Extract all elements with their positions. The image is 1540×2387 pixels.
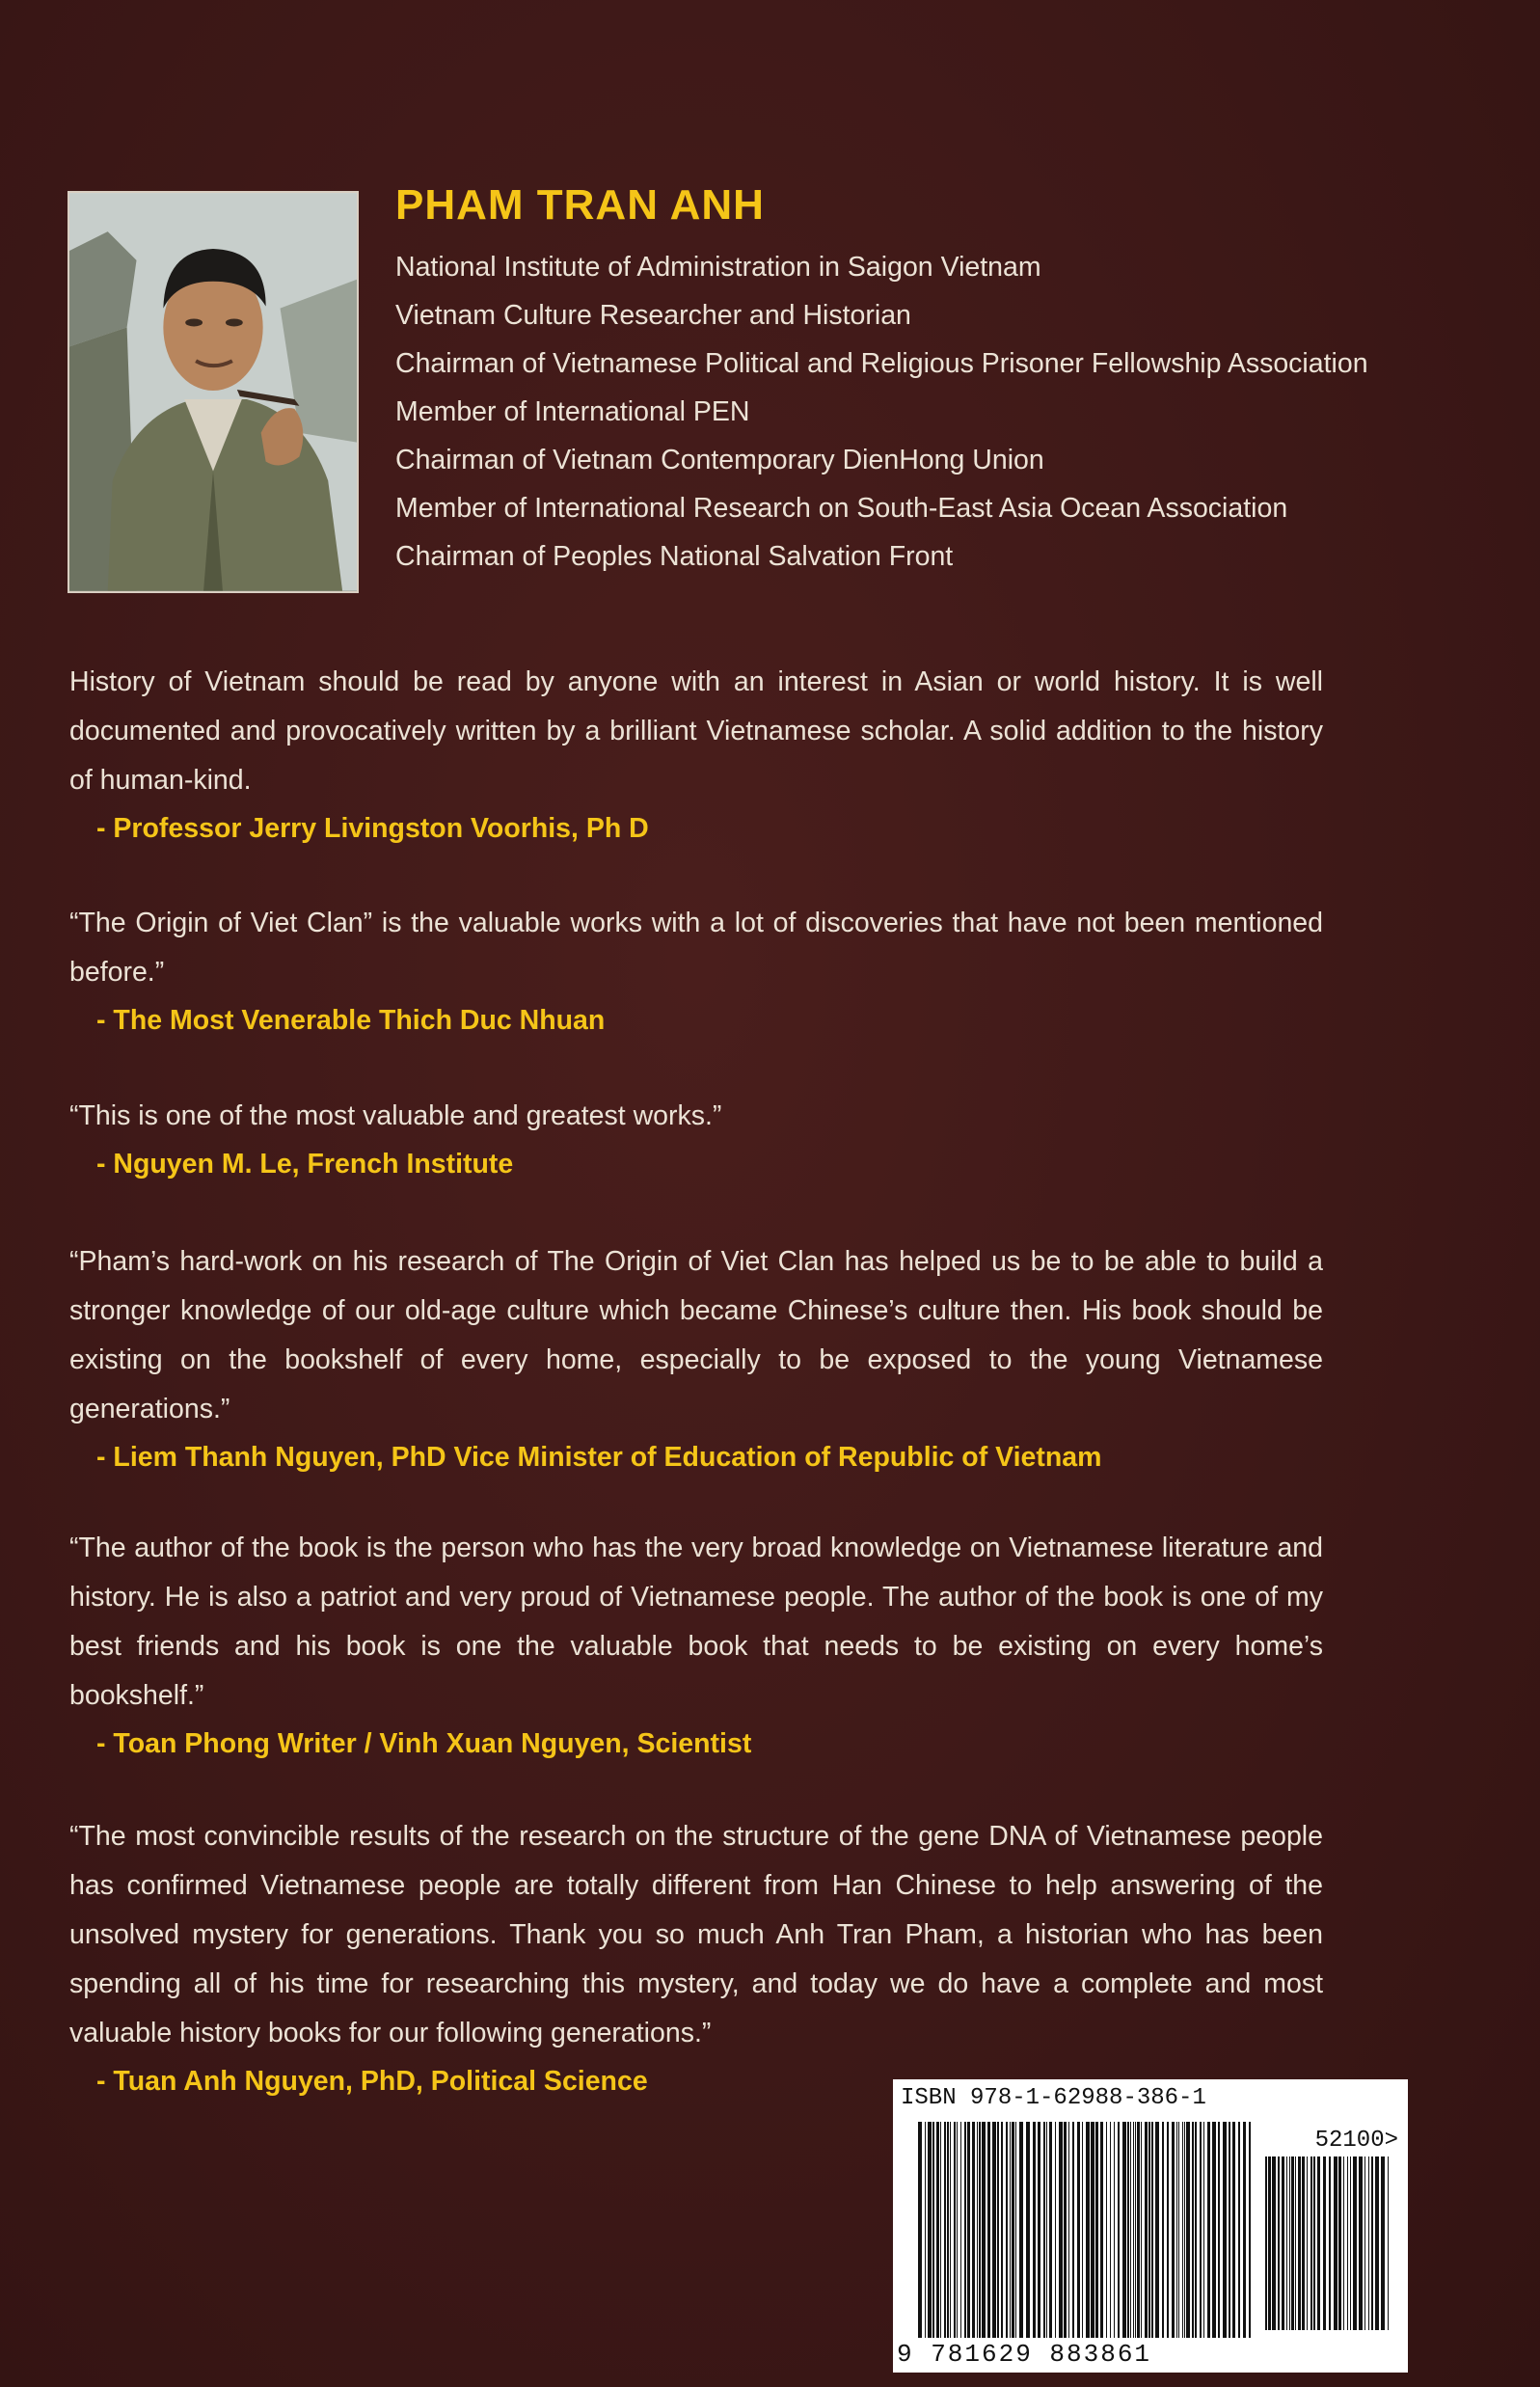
credential-line: National Institute of Administration in Saigon Vietnam <box>395 252 1041 283</box>
barcode-bar <box>1278 2156 1280 2330</box>
barcode-bar <box>1095 2122 1098 2338</box>
review-quote <box>69 1524 1323 1767</box>
barcode-bar <box>1302 2156 1305 2330</box>
barcode-bar <box>997 2122 999 2338</box>
barcode-bar <box>992 2122 996 2338</box>
barcode-bar <box>1195 2122 1197 2338</box>
barcode-bar <box>1334 2156 1337 2330</box>
barcode-bar <box>1368 2156 1369 2330</box>
barcode-bar <box>1137 2122 1140 2338</box>
barcode-bar <box>954 2122 956 2338</box>
author-info <box>395 181 1368 581</box>
barcode-bar <box>1298 2156 1301 2330</box>
credential-line: Chairman of Vietnam Contemporary DienHong Union <box>395 445 1044 475</box>
barcode-bar <box>977 2122 978 2338</box>
barcode-bar <box>950 2122 951 2338</box>
barcode-bar <box>1249 2122 1251 2338</box>
price-barcode-bars-icon <box>1263 2156 1391 2330</box>
barcode-bar <box>1243 2122 1246 2338</box>
barcode-bar <box>1192 2122 1194 2338</box>
quote-attribution: - Professor Jerry Livingston Voorhis, Ph D <box>96 813 649 844</box>
barcode-bar <box>1145 2122 1148 2338</box>
barcode-bar <box>1200 2122 1202 2338</box>
barcode-bar <box>1323 2156 1326 2330</box>
quote-attribution: - The Most Venerable Thich Duc Nhuan <box>96 1005 606 1036</box>
barcode-bar <box>1141 2122 1142 2338</box>
author-photo <box>68 191 359 593</box>
barcode-bar <box>1359 2156 1363 2330</box>
barcode-bar <box>1155 2122 1159 2338</box>
barcode-bar <box>1091 2122 1094 2338</box>
barcode-bar <box>957 2122 958 2338</box>
barcode-bar <box>944 2122 946 2338</box>
barcode-bar <box>1055 2122 1056 2338</box>
barcode-bar <box>928 2122 932 2338</box>
barcode-bar <box>1295 2156 1296 2330</box>
quote-attribution: - Tuan Anh Nguyen, PhD, Political Science <box>96 2066 648 2097</box>
barcode-bar <box>1371 2156 1373 2330</box>
barcode-bar <box>960 2122 961 2338</box>
barcode-bar <box>982 2122 986 2338</box>
barcode-bar <box>1286 2156 1287 2330</box>
barcode-bar <box>1151 2122 1153 2338</box>
barcode-bar <box>1010 2122 1011 2338</box>
barcode-bar <box>1015 2122 1016 2338</box>
quote-attribution: - Toan Phong Writer / Vinh Xuan Nguyen, Scientist <box>96 1728 752 1759</box>
review-quote <box>69 1092 1323 1187</box>
barcode-bar <box>1317 2156 1320 2330</box>
author-name: PHAM TRAN ANH <box>395 181 765 229</box>
review-quote <box>69 658 1323 852</box>
barcode-bar <box>1148 2122 1150 2338</box>
review-quote <box>69 1237 1323 1480</box>
barcode-bar <box>1135 2122 1136 2338</box>
barcode-bar <box>1203 2122 1204 2338</box>
barcode-bar <box>1364 2156 1365 2330</box>
barcode-bar <box>940 2122 941 2338</box>
barcode-bar <box>1059 2122 1063 2338</box>
barcode-bar <box>1114 2122 1115 2338</box>
quote-text: “The most convincible results of the research on the structure of the gene DNA of Vietnamese people has confirmed Vietnamese people are totally different from Han Chinese to help answering of the unsolved mystery for generations. Thank you so much Anh Tran Pham, a historian who has been spending all of his time for researching this mystery, and today we do have a complete and most valuable history books for our following generations.” <box>69 1821 1323 2048</box>
barcode-bar <box>936 2122 939 2338</box>
barcode-bar <box>1172 2122 1175 2338</box>
barcode-bar <box>972 2122 975 2338</box>
barcode-bar <box>1012 2122 1014 2338</box>
barcode-bar <box>1268 2156 1271 2330</box>
barcode-bar <box>1265 2156 1267 2330</box>
barcode-bar <box>1100 2122 1103 2338</box>
isbn-barcode <box>893 2079 1408 2373</box>
barcode-bar <box>1212 2122 1216 2338</box>
credential-line: Member of International PEN <box>395 396 750 427</box>
barcode-bar <box>1238 2122 1240 2338</box>
barcode-bar <box>1167 2122 1169 2338</box>
barcode-bar <box>1133 2122 1134 2338</box>
barcode-bar <box>1110 2122 1111 2338</box>
barcode-bars-icon <box>916 2122 1254 2338</box>
barcode-bar <box>1064 2122 1067 2338</box>
quote-text: “This is one of the most valuable and greatest works.” <box>69 1100 722 1131</box>
quote-text: “Pham’s hard-work on his research of The Origin of Viet Clan has helped us be to be able to build a stronger knowledge of our old-age culture which became Chinese’s culture then. His book should be existing on the bookshelf of every home, especially to be exposed to the young Vietnamese generations.” <box>69 1246 1323 1424</box>
barcode-bar <box>979 2122 981 2338</box>
barcode-bar <box>1223 2122 1227 2338</box>
barcode-bar <box>1026 2122 1030 2338</box>
barcode-bar <box>1049 2122 1052 2338</box>
barcode-bar <box>1068 2122 1069 2338</box>
barcode-bar <box>1162 2122 1164 2338</box>
barcode-bar <box>1006 2122 1008 2338</box>
barcode-bar <box>1218 2122 1220 2338</box>
barcode-bar <box>1186 2122 1190 2338</box>
barcode-bar <box>1313 2156 1315 2330</box>
barcode-bar <box>987 2122 990 2338</box>
review-quote <box>69 1812 1323 2104</box>
quote-text: History of Vietnam should be read by anyone with an interest in Asian or world history. It is well documented and provocatively written by a brilliant Vietnamese scholar. A solid addition to the history of human-kind. <box>69 666 1323 796</box>
barcode-bar <box>1043 2122 1045 2338</box>
barcode-bar <box>1329 2156 1331 2330</box>
barcode-bar <box>1077 2122 1080 2338</box>
barcode-bar <box>1082 2122 1083 2338</box>
barcode-bar <box>964 2122 966 2338</box>
credential-line: Chairman of Vietnamese Political and Religious Prisoner Fellowship Association <box>395 348 1368 379</box>
barcode-bar <box>1207 2122 1210 2338</box>
barcode-bar <box>1375 2156 1379 2330</box>
barcode-bar <box>947 2122 949 2338</box>
barcode-bar <box>1307 2156 1308 2330</box>
quote-text: “The author of the book is the person who has the very broad knowledge on Vietnamese literature and history. He is also a patriot and very proud of Vietnamese people. The author of the book is one of my best friends and his book is one the valuable book that needs to be existing on every home’s bookshelf.” <box>69 1533 1323 1711</box>
barcode-bar <box>918 2122 922 2338</box>
barcode-bar <box>1176 2122 1177 2338</box>
barcode-digits: 9 781629 883861 <box>897 2340 1152 2369</box>
barcode-bar <box>1353 2156 1357 2330</box>
barcode-bar <box>1122 2122 1126 2338</box>
barcode-bar <box>1019 2122 1023 2338</box>
barcode-bar <box>1289 2156 1290 2330</box>
quote-attribution: - Nguyen M. Le, French Institute <box>96 1149 514 1180</box>
quote-attribution: - Liem Thanh Nguyen, PhD Vice Minister of Education of Republic of Vietnam <box>96 1442 1102 1473</box>
barcode-bar <box>1086 2122 1090 2338</box>
barcode-bar <box>1033 2122 1036 2338</box>
barcode-bar <box>1127 2122 1129 2338</box>
barcode-bar <box>1118 2122 1120 2338</box>
barcode-bar <box>1182 2122 1183 2338</box>
barcode-bar <box>1282 2156 1284 2330</box>
price-code: 52100> <box>1314 2128 1398 2154</box>
barcode-bar <box>1310 2156 1312 2330</box>
barcode-bar <box>1291 2156 1294 2330</box>
barcode-bar <box>1184 2122 1185 2338</box>
quote-text: “The Origin of Viet Clan” is the valuable works with a lot of discoveries that have not been mentioned before.” <box>69 908 1323 988</box>
barcode-bar <box>1046 2122 1047 2338</box>
barcode-bar <box>1229 2122 1230 2338</box>
barcode-bar <box>1130 2122 1131 2338</box>
barcode-bar <box>1388 2156 1389 2330</box>
review-quote <box>69 899 1323 1044</box>
barcode-bar <box>1178 2122 1179 2338</box>
barcode-bar <box>1343 2156 1344 2330</box>
credential-line: Member of International Research on South-East Asia Ocean Association <box>395 493 1288 524</box>
barcode-bar <box>1232 2122 1235 2338</box>
barcode-bar <box>1272 2156 1276 2330</box>
barcode-bar <box>1338 2156 1341 2330</box>
barcode-bar <box>1106 2122 1107 2338</box>
barcode-bar <box>1347 2156 1348 2330</box>
barcode-bar <box>1001 2122 1003 2338</box>
barcode-bar <box>932 2122 934 2338</box>
barcode-bar <box>1350 2156 1351 2330</box>
barcode-bar <box>1072 2122 1074 2338</box>
barcode-bar <box>1038 2122 1040 2338</box>
credential-line: Vietnam Culture Researcher and Historian <box>395 300 911 331</box>
barcode-bar <box>925 2122 926 2338</box>
isbn-label: ISBN 978-1-62988-386-1 <box>901 2085 1206 2111</box>
credential-line: Chairman of Peoples National Salvation Front <box>395 541 954 572</box>
barcode-bar <box>1381 2156 1385 2330</box>
barcode-bar <box>967 2122 970 2338</box>
